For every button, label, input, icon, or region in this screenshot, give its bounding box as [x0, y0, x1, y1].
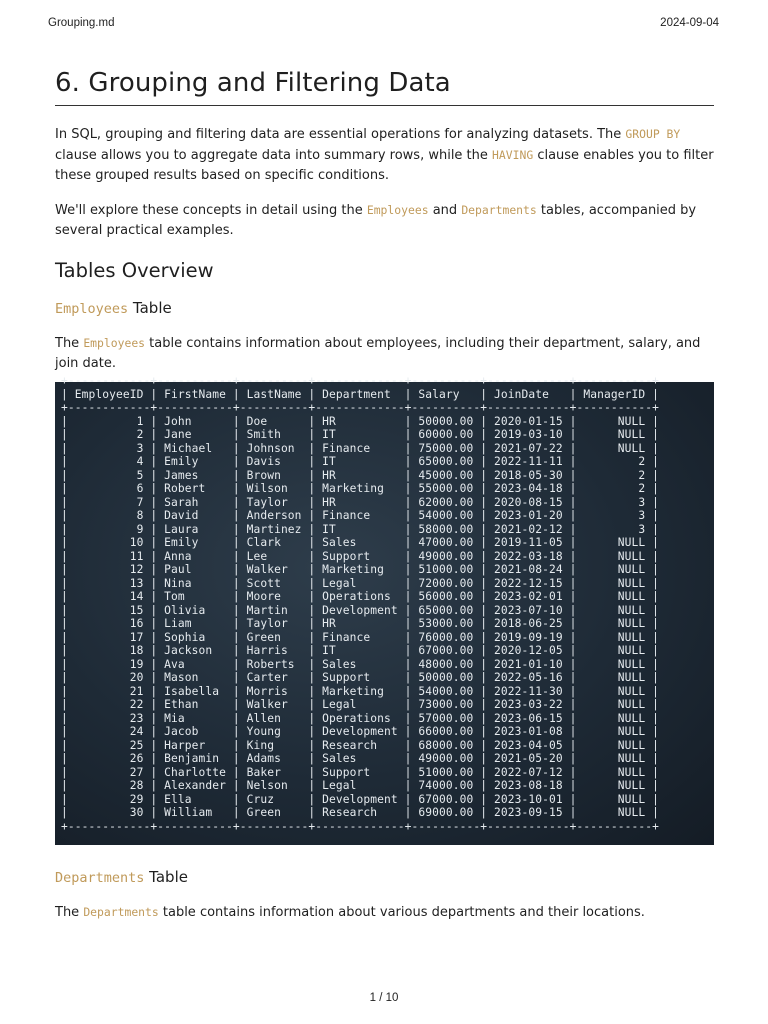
intro-text-2: clause allows you to aggregate data into summary rows, while the [55, 148, 493, 163]
employees-code: Employees [366, 203, 429, 217]
departments-table-heading [55, 866, 714, 889]
explore-text-2: and [428, 203, 462, 218]
employees-table-screenshot [55, 374, 714, 845]
departments-heading-code: Departments [55, 870, 145, 886]
intro-paragraph [55, 124, 714, 186]
filename: Grouping.md [48, 17, 115, 29]
intro-text-1: In SQL, grouping and filtering data are essential operations for analyzing datasets. The [55, 127, 626, 142]
departments-desc-text-2: table contains information about various departments and their locations. [158, 905, 645, 920]
employees-table-heading [55, 297, 714, 320]
group-by-code: GROUP BY [625, 127, 681, 141]
page-title: 6. Grouping and Filtering Data [55, 66, 714, 106]
explore-text-3: tables, accompanied by several practical examples. [55, 203, 697, 238]
having-code: HAVING [492, 148, 534, 162]
employees-heading-code: Employees [55, 301, 129, 317]
explore-paragraph [55, 200, 714, 241]
employees-desc-text-2: table contains information about employees, including their department, salary, and join date. [55, 336, 701, 371]
employees-description [55, 333, 714, 374]
employees-desc-code: Employees [83, 336, 146, 350]
explore-text-1: We'll explore these concepts in detail using the [55, 203, 367, 218]
print-date: 2024-09-04 [660, 17, 719, 29]
tables-overview-heading: Tables Overview [55, 259, 214, 282]
departments-code: Departments [461, 203, 537, 217]
departments-heading-text: Table [144, 868, 188, 886]
page-number: 1 / 10 [369, 992, 399, 1004]
departments-desc-text-1: The [55, 905, 84, 920]
departments-description [55, 902, 714, 923]
document-body [55, 66, 714, 923]
employees-table-output: +------------+-----------+----------+-------------+----------+------------+-----------+ | EmployeeID | FirstName | LastName | Department | Salary | JoinDate | ManagerID | +------------+-----------+----------+-------------+----------+------------+-----------+ | 1 | John | Doe | HR | 50000.00 | 2020-01-15 | NULL | | 2 | Jane | Smith | IT | 60000.00 | 2019-03-10 | NULL | | 3 | Michael | Johnson | Finance | 75000.00 | 2021-07-22 | NULL | | 4 | Emily | Davis | IT | 65000.00 | 2022-11-11 | 2 | | 5 | James | Brown | HR | 45000.00 | 2018-05-30 | 2 | | 6 | Robert | Wilson | Marketing | 55000.00 | 2023-04-18 | 2 | | 7 | Sarah | Taylor | HR | 62000.00 | 2020-08-15 | 3 | | 8 | David | Anderson | Finance | 54000.00 | 2023-01-20 | 3 | | 9 | Laura | Martinez | IT | 58000.00 | 2021-02-12 | 3 | | 10 | Emily | Clark | Sales | 47000.00 | 2019-11-05 | NULL | | 11 | Anna | Lee | Support | 49000.00 | 2022-03-18 | NULL | | 12 | Paul | Walker | Marketing | 51000.00 | 2021-08-24 | NULL | | 13 | Nina | Scott | Legal | 72000.00 | 2022-12-15 | NULL | | 14 | Tom | Moore | Operations | 56000.00 | 2023-02-01 | NULL | | 15 | Olivia | Martin | Development | 65000.00 | 2023-07-10 | NULL | | 16 | Liam | Taylor | HR | 53000.00 | 2018-06-25 | NULL | | 17 | Sophia | Green | Finance | 76000.00 | 2019-09-19 | NULL | | 18 | Jackson | Harris | IT | 67000.00 | 2020-12-05 | NULL | | 19 | Ava | Roberts | Sales | 48000.00 | 2021-01-10 | NULL | | 20 | Mason | Carter | Support | 50000.00 | 2022-05-16 | NULL | | 21 | Isabella | Morris | Marketing | 54000.00 | 2022-11-30 | NULL | | 22 | Ethan | Walker | Legal | 73000.00 | 2023-03-22 | NULL | | 23 | Mia | Allen | Operations | 57000.00 | 2023-06-15 | NULL | | 24 | Jacob | Young | Development | 66000.00 | 2023-01-08 | NULL | | 25 | Harper | King | Research | 68000.00 | 2023-04-05 | NULL | | 26 | Benjamin | Adams | Sales | 49000.00 | 2021-05-20 | NULL | | 27 | Charlotte | Baker | Support | 51000.00 | 2022-07-12 | NULL | | 28 | Alexander | Nelson | Legal | 74000.00 | 2023-08-18 | NULL | | 29 | Ella | Cruz | Development | 67000.00 | 2023-10-01 | NULL | | 30 | William | Green | Research | 69000.00 | 2023-09-15 | NULL | +------------+-----------+----------+-------------+----------+------------+-----------+ [61, 374, 659, 833]
intro-text-3: clause enables you to filter these grouped results based on specific conditions. [55, 148, 714, 183]
employees-heading-text: Table [128, 299, 172, 317]
departments-desc-code: Departments [83, 905, 159, 919]
print-header [48, 17, 719, 31]
employees-desc-text-1: The [55, 336, 84, 351]
